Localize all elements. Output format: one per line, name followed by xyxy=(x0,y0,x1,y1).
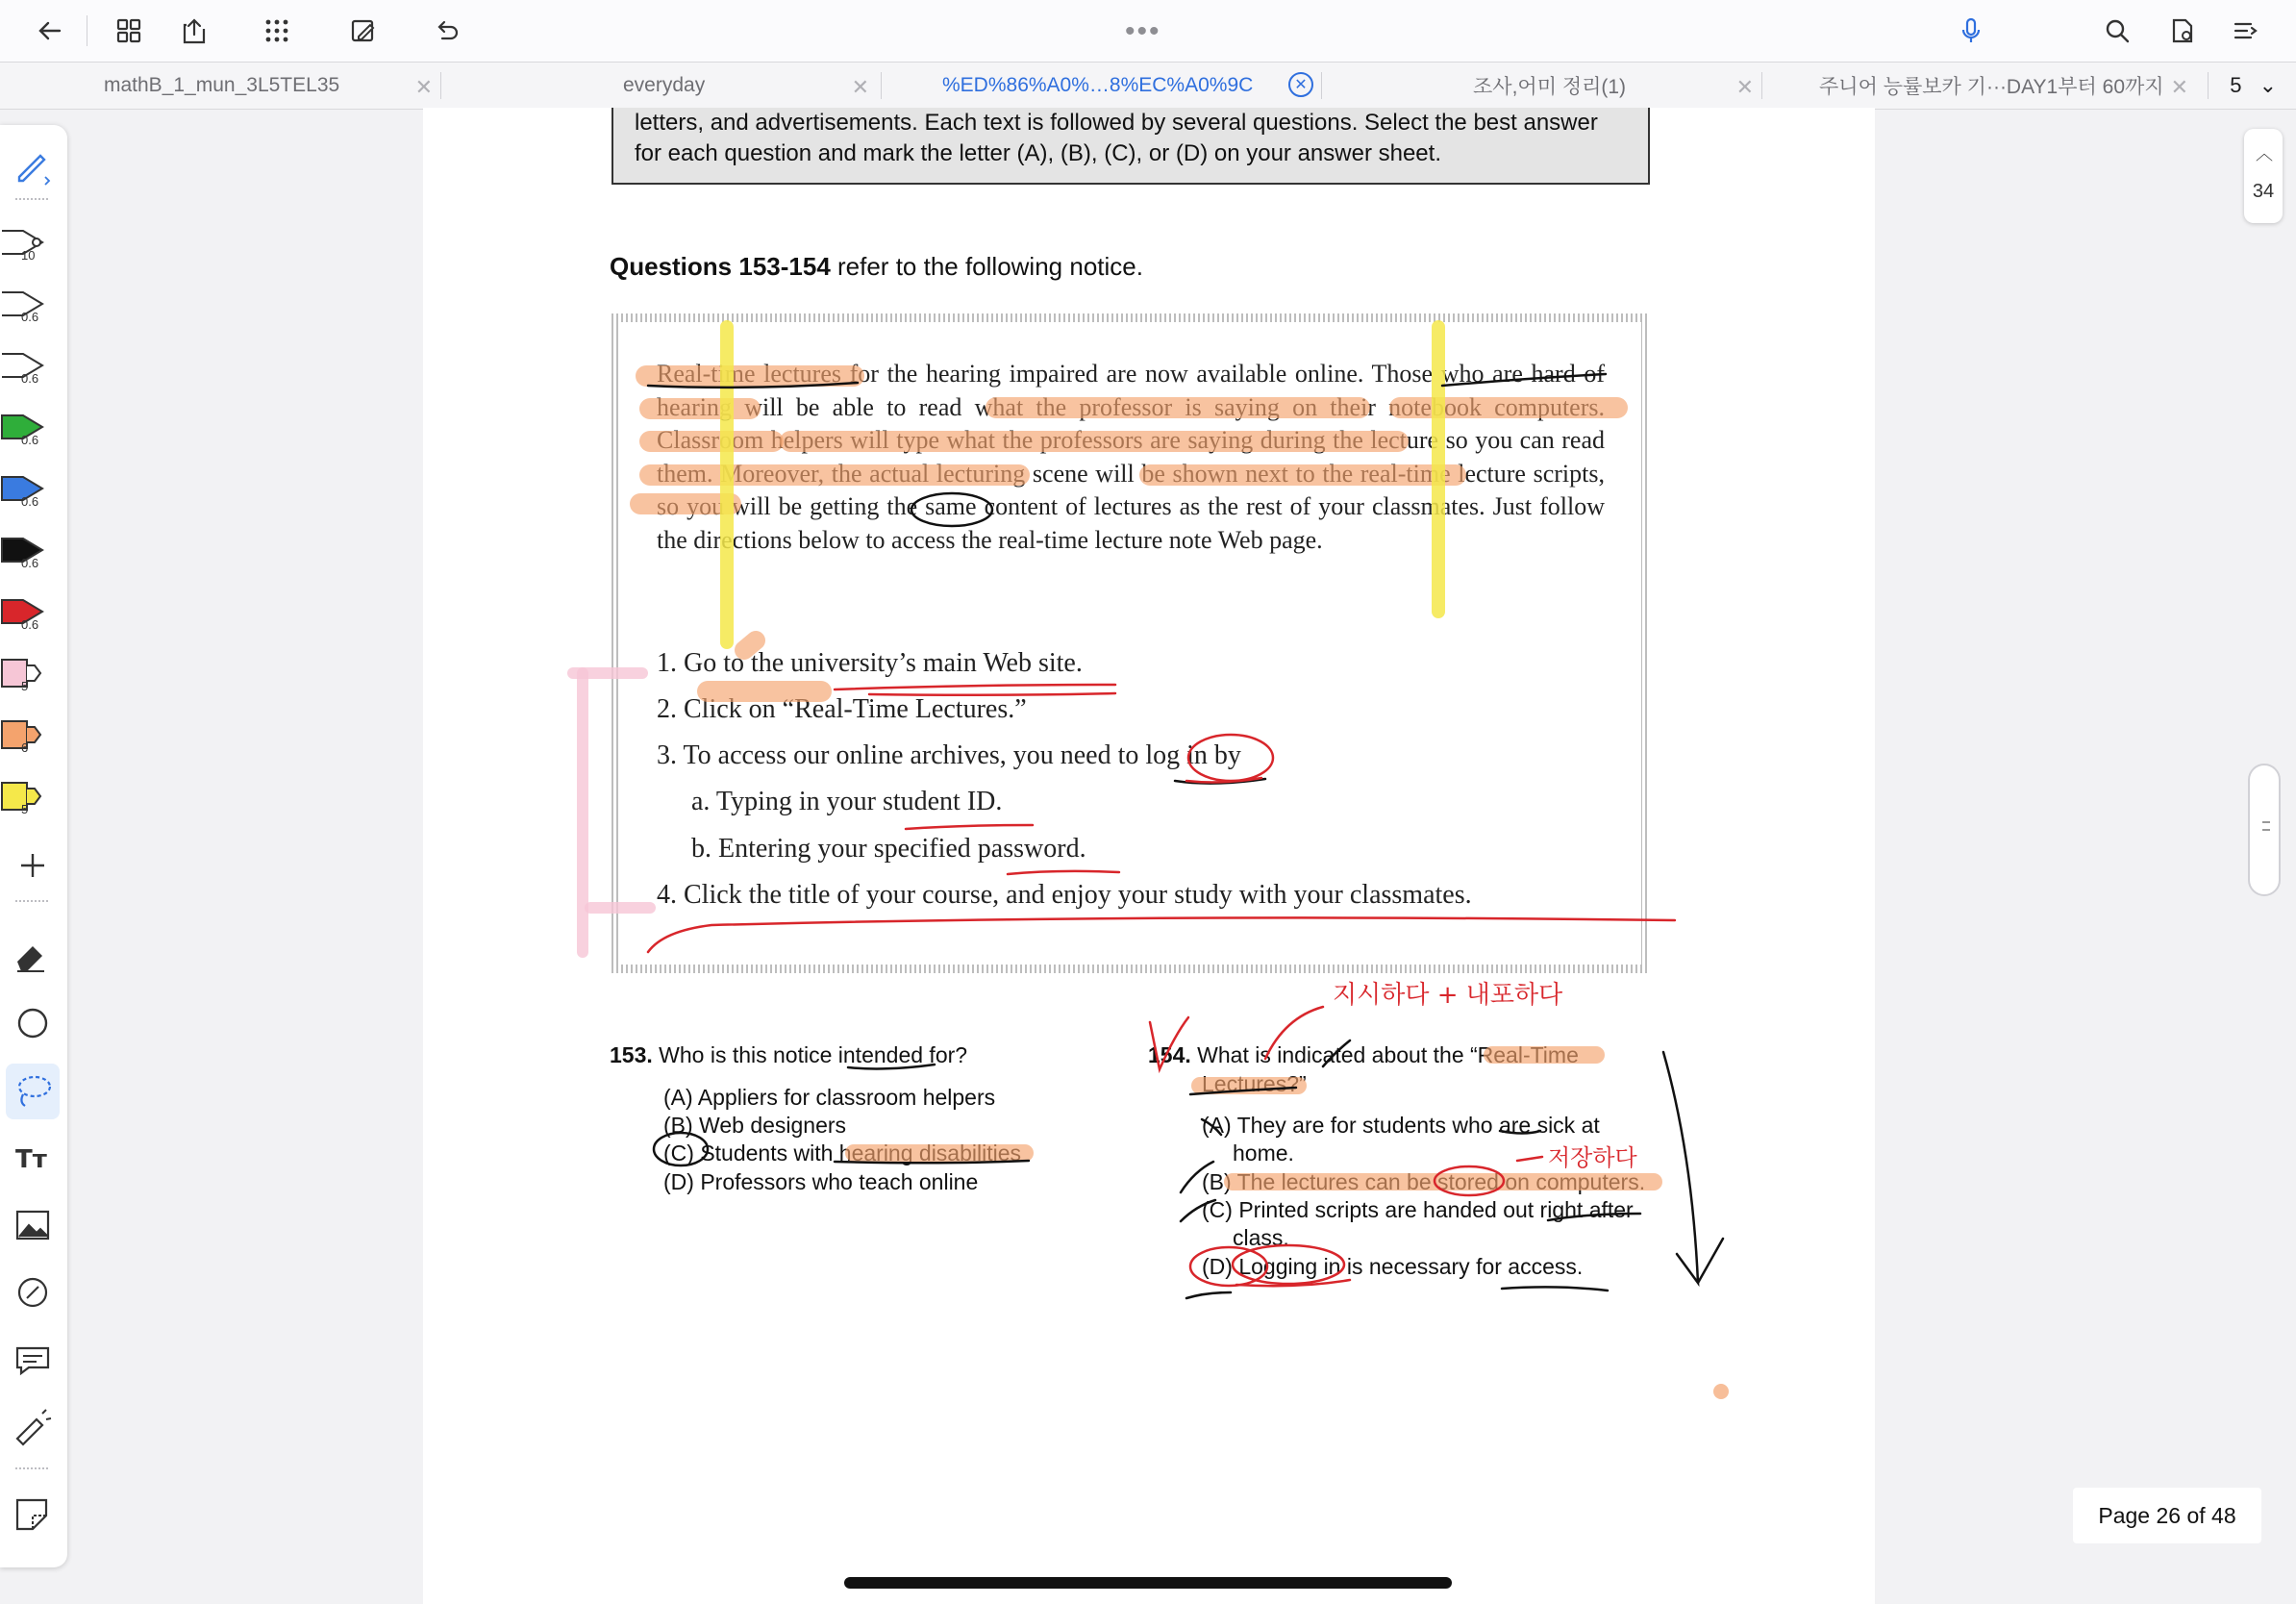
pen-size: 5 xyxy=(21,802,29,816)
palette-divider xyxy=(15,1467,48,1469)
back-arrow-icon[interactable] xyxy=(31,13,69,48)
tab-label: everyday xyxy=(623,74,706,96)
pen-size: 0.6 xyxy=(21,494,39,509)
tab-divider xyxy=(2208,72,2209,99)
home-indicator[interactable] xyxy=(844,1577,1452,1589)
tab-document-active[interactable] xyxy=(942,63,1313,109)
pen-size: 0.6 xyxy=(21,556,39,570)
highlighter-yellow[interactable] xyxy=(0,769,62,825)
answer-option: (C) Printed scripts are handed out right after xyxy=(1202,1197,1634,1222)
question-153 xyxy=(610,1042,967,1068)
text-tool-icon[interactable] xyxy=(0,1131,62,1187)
page-corner-icon[interactable] xyxy=(0,1487,62,1542)
step-1: 1. Go to the university’s main Web site. xyxy=(657,648,1083,678)
question-number: 153. xyxy=(610,1042,653,1067)
top-toolbar xyxy=(0,0,2296,62)
close-icon[interactable]: ✕ xyxy=(414,75,433,99)
answer-option: (D) Logging in is necessary for access. xyxy=(1202,1254,1584,1279)
chevron-up-icon[interactable]: ︿ xyxy=(2256,144,2273,163)
tool-palette xyxy=(0,125,67,1567)
pen-tool-2[interactable] xyxy=(0,277,62,333)
tab-divider xyxy=(440,72,441,99)
pen-tool-blue[interactable] xyxy=(0,462,62,517)
page-navigator[interactable] xyxy=(2244,129,2283,223)
handwritten-note: 지시하다 + 내포하다 xyxy=(1333,981,1563,1010)
add-tool-icon[interactable] xyxy=(0,839,62,894)
pen-tool-black[interactable] xyxy=(0,523,62,579)
microphone-icon[interactable] xyxy=(1952,13,1990,48)
pen-size: 6 xyxy=(21,740,29,755)
answer-option: (A) Appliers for classroom helpers xyxy=(663,1085,996,1110)
comment-icon[interactable] xyxy=(0,1333,62,1389)
close-icon[interactable]: ✕ xyxy=(1288,72,1313,97)
page-indicator: Page 26 of 48 xyxy=(2073,1488,2261,1543)
highlighter-pink[interactable] xyxy=(0,646,62,702)
heading-bold: Questions 153-154 xyxy=(610,252,831,281)
tab-document[interactable] xyxy=(623,63,869,109)
close-icon[interactable]: ✕ xyxy=(1735,75,1754,99)
tab-label: 주니어 능률보카 기···DAY1부터 60까지 xyxy=(1819,76,2164,98)
question-number: 154. xyxy=(1148,1042,1191,1067)
pen-size: 10 xyxy=(21,248,36,263)
pen-size: 5 xyxy=(21,679,29,693)
export-share-icon[interactable] xyxy=(175,13,213,48)
question-text: What is indicated about the “Real-Time xyxy=(1197,1042,1579,1067)
palette-divider xyxy=(15,198,48,200)
tab-divider xyxy=(1321,72,1322,99)
tab-divider xyxy=(881,72,882,99)
pen-tool-1[interactable] xyxy=(0,215,62,271)
step-3: 3. To access our online archives, you need to log in by xyxy=(657,740,1241,770)
image-icon[interactable] xyxy=(0,1198,62,1254)
chevron-down-icon: ⌄ xyxy=(2259,73,2277,97)
tab-label: mathB_1_mun_3L5TEL35 xyxy=(104,74,340,96)
step-4: 4. Click the title of your course, and enjoy your study with your classmates. xyxy=(657,880,1472,910)
answer-option: (D) Professors who teach online xyxy=(663,1169,979,1194)
svg-text:Tт: Tт xyxy=(15,1145,47,1174)
pen-size: 0.6 xyxy=(21,310,39,324)
step-2: 2. Click on “Real-Time Lectures.” xyxy=(657,694,1027,724)
tab-document[interactable] xyxy=(1473,63,1754,109)
more-dots-icon[interactable]: ••• xyxy=(1125,15,1161,47)
tab-count: 5 xyxy=(2230,73,2242,97)
tab-document[interactable] xyxy=(1819,63,2188,109)
step-3b: b. Entering your specified password. xyxy=(691,834,1086,864)
laser-pointer-icon[interactable] xyxy=(0,1400,62,1456)
search-icon[interactable] xyxy=(2098,13,2136,48)
answer-option: (C) Students with hearing disabilities xyxy=(663,1140,1022,1165)
answer-option-cont: class. xyxy=(1233,1225,1289,1250)
handwritten-note: 저장하다 xyxy=(1548,1144,1637,1171)
eraser-icon[interactable] xyxy=(0,929,62,985)
undo-icon[interactable] xyxy=(427,13,465,48)
palette-divider xyxy=(15,900,48,902)
answer-option-cont: home. xyxy=(1233,1140,1294,1165)
heading-rest: refer to the following notice. xyxy=(830,252,1143,281)
page-nav-number: 34 xyxy=(2252,181,2275,202)
tab-count-dropdown[interactable] xyxy=(2230,73,2277,98)
pen-tool-3[interactable] xyxy=(0,338,62,394)
document-settings-icon[interactable] xyxy=(2163,13,2202,48)
close-icon[interactable]: ✕ xyxy=(2170,75,2188,99)
answer-option: (B) The lectures can be stored on computers. xyxy=(1202,1169,1646,1194)
pen-size: 0.6 xyxy=(21,433,39,447)
answer-option: (B) Web designers xyxy=(663,1113,847,1138)
pen-tool-green[interactable] xyxy=(0,400,62,456)
pen-size: 0.6 xyxy=(21,617,39,632)
answer-option: (A) They are for students who are sick at xyxy=(1202,1113,1600,1138)
lasso-icon[interactable] xyxy=(6,1064,60,1119)
tab-bar xyxy=(0,62,2296,110)
pen-size: 0.6 xyxy=(21,371,39,386)
step-3a: a. Typing in your student ID. xyxy=(691,787,1003,816)
question-text-line2: Lectures?” xyxy=(1202,1071,1307,1096)
question-text: Who is this notice intended for? xyxy=(659,1042,968,1067)
tab-divider xyxy=(1761,72,1762,99)
scrollbar-handle[interactable] xyxy=(2248,764,2281,896)
edit-pages-icon[interactable] xyxy=(344,13,383,48)
question-154 xyxy=(1148,1042,1579,1068)
pen-bluetooth-icon[interactable] xyxy=(0,138,62,194)
thumbnail-grid-icon[interactable] xyxy=(110,13,148,48)
close-icon[interactable]: ✕ xyxy=(851,75,869,99)
highlighter-orange[interactable] xyxy=(0,708,62,764)
instructions-line: letters, and advertisements. Each text is followed by several questions. Select the best answer xyxy=(635,110,1598,136)
instructions-line: for each question and mark the letter (A), (B), (C), or (D) on your answer sheet. xyxy=(635,140,1441,166)
tab-label: 조사,어미 정리(1) xyxy=(1473,76,1627,98)
shape-circle-icon[interactable] xyxy=(0,996,62,1052)
pen-tool-red[interactable] xyxy=(0,585,62,640)
notice-paragraph: Real-time lectures for the hearing impaired are now available online. Those who are hard of hearing will be able to read what the professor is saying on their notebook computers. Classroom helpers will type what the professors are saying during the lecture so you can read them. Moreover, the actual lecturing scene will be shown next to the real-time lecture scripts, so you will be getting the same content of lectures as the rest of your classmates. Just follow the directions below to access the real-time lecture note Web page. xyxy=(657,360,1605,554)
sticker-icon[interactable] xyxy=(0,1266,62,1321)
apps-grid-icon[interactable] xyxy=(258,13,296,48)
outline-menu-icon[interactable] xyxy=(2227,13,2265,48)
questions-heading xyxy=(610,252,1143,282)
instructions-box xyxy=(611,108,1650,185)
tab-document[interactable] xyxy=(104,63,433,109)
tab-label: %ED%86%A0%…8%EC%A0%9C xyxy=(942,74,1254,96)
